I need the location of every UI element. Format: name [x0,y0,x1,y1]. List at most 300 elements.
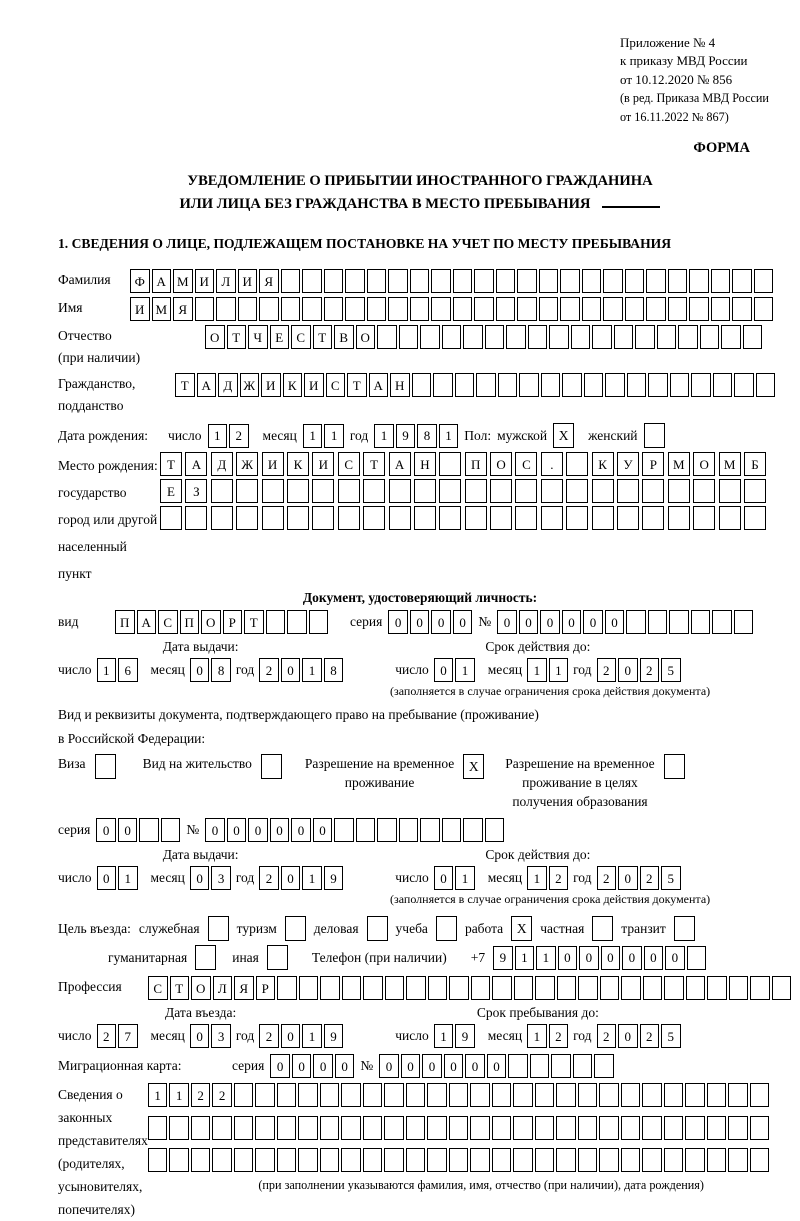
char-box[interactable]: 0 [519,610,539,634]
char-box[interactable] [338,506,360,530]
char-box[interactable]: Ф [130,269,150,293]
char-box[interactable]: 0 [487,1054,507,1078]
char-box[interactable] [427,1116,447,1140]
char-box[interactable] [693,506,715,530]
char-box[interactable] [560,297,580,321]
char-box[interactable] [627,373,647,397]
char-box[interactable] [320,1083,340,1107]
char-box[interactable] [744,479,766,503]
char-box[interactable] [515,479,537,503]
char-box[interactable] [414,506,436,530]
char-box[interactable]: О [356,325,376,349]
char-box[interactable] [492,1116,512,1140]
char-box[interactable]: О [201,610,221,634]
char-box[interactable] [728,1083,748,1107]
char-box[interactable]: А [197,373,217,397]
char-box[interactable] [406,976,426,1000]
char-box[interactable] [236,506,258,530]
char-box[interactable]: 0 [281,658,301,682]
char-box[interactable]: 0 [601,946,621,970]
char-box[interactable] [471,976,491,1000]
char-box[interactable]: 0 [401,1054,421,1078]
char-box[interactable] [191,1116,211,1140]
char-box[interactable]: 2 [640,658,660,682]
char-box[interactable]: 5 [661,658,681,682]
char-box[interactable]: 2 [259,866,279,890]
char-box[interactable]: 0 [270,1054,290,1078]
char-box[interactable] [578,976,598,1000]
char-box[interactable] [603,269,623,293]
char-box[interactable]: У [617,452,639,476]
char-box[interactable] [754,297,774,321]
char-box[interactable] [410,297,430,321]
char-box[interactable] [556,1116,576,1140]
char-box[interactable]: 1 [439,424,459,448]
char-box[interactable]: 0 [431,610,451,634]
char-box[interactable] [592,479,614,503]
char-box[interactable] [334,818,354,842]
char-box[interactable]: И [238,269,258,293]
char-box[interactable]: 0 [434,658,454,682]
char-box[interactable] [535,1116,555,1140]
char-box[interactable] [519,373,539,397]
char-box[interactable] [592,325,612,349]
char-box[interactable] [719,479,741,503]
char-box[interactable] [648,610,668,634]
char-box[interactable] [255,1083,275,1107]
char-box[interactable]: Д [218,373,238,397]
char-box[interactable]: 0 [227,818,247,842]
char-box[interactable]: И [195,269,215,293]
char-box[interactable] [433,373,453,397]
char-box[interactable] [465,479,487,503]
char-box[interactable] [578,1083,598,1107]
char-box[interactable] [312,479,334,503]
char-box[interactable] [236,479,258,503]
char-box[interactable] [490,506,512,530]
char-box[interactable] [259,297,279,321]
char-box[interactable]: 8 [211,658,231,682]
char-box[interactable]: М [173,269,193,293]
char-box[interactable]: С [338,452,360,476]
char-box[interactable] [363,1148,383,1172]
char-box[interactable] [388,297,408,321]
char-box[interactable] [345,297,365,321]
char-box[interactable] [664,1148,684,1172]
char-box[interactable]: 3 [211,866,231,890]
char-box[interactable] [211,479,233,503]
char-box[interactable]: 1 [97,658,117,682]
char-box[interactable]: О [191,976,211,1000]
char-box[interactable] [700,325,720,349]
char-box[interactable] [689,297,709,321]
char-box[interactable] [642,479,664,503]
char-box[interactable]: 0 [313,1054,333,1078]
char-box[interactable]: С [326,373,346,397]
char-box[interactable] [255,1116,275,1140]
char-box[interactable] [578,1116,598,1140]
char-box[interactable] [732,269,752,293]
char-box[interactable]: 1 [374,424,394,448]
char-box[interactable] [410,269,430,293]
char-box[interactable] [277,1148,297,1172]
char-box[interactable]: 1 [208,424,228,448]
char-box[interactable] [689,269,709,293]
char-box[interactable]: 2 [549,1024,569,1048]
char-box[interactable] [399,325,419,349]
char-box[interactable] [341,1116,361,1140]
char-box[interactable] [599,1116,619,1140]
char-box[interactable] [277,1116,297,1140]
char-box[interactable] [169,1116,189,1140]
char-box[interactable] [750,1148,770,1172]
char-box[interactable] [262,479,284,503]
char-box[interactable] [626,610,646,634]
char-box[interactable] [496,297,516,321]
char-box[interactable] [556,1083,576,1107]
char-box[interactable] [528,325,548,349]
char-box[interactable] [582,269,602,293]
char-box[interactable] [754,269,774,293]
char-box[interactable]: И [304,373,324,397]
char-box[interactable] [399,818,419,842]
char-box[interactable] [707,1116,727,1140]
char-box[interactable] [453,297,473,321]
char-box[interactable]: 9 [396,424,416,448]
char-box[interactable] [377,818,397,842]
char-box[interactable]: 0 [281,866,301,890]
char-box[interactable] [685,1148,705,1172]
temp-residence-checkbox[interactable]: X [463,754,484,779]
char-box[interactable] [582,297,602,321]
char-box[interactable]: 1 [302,866,322,890]
char-box[interactable]: 0 [622,946,642,970]
purpose-study-checkbox[interactable] [436,916,457,941]
char-box[interactable] [463,325,483,349]
char-box[interactable] [719,506,741,530]
char-box[interactable]: 1 [169,1083,189,1107]
char-box[interactable]: Ч [248,325,268,349]
char-box[interactable] [498,373,518,397]
char-box[interactable] [449,1083,469,1107]
char-box[interactable] [549,325,569,349]
char-box[interactable]: А [389,452,411,476]
char-box[interactable]: 0 [665,946,685,970]
char-box[interactable] [490,479,512,503]
char-box[interactable] [535,1148,555,1172]
char-box[interactable] [635,325,655,349]
char-box[interactable] [302,269,322,293]
char-box[interactable] [453,269,473,293]
char-box[interactable] [657,325,677,349]
char-box[interactable] [341,1148,361,1172]
char-box[interactable] [212,1116,232,1140]
char-box[interactable]: 9 [455,1024,475,1048]
char-box[interactable] [664,976,684,1000]
char-box[interactable]: Ж [240,373,260,397]
char-box[interactable] [298,1116,318,1140]
purpose-tourism-checkbox[interactable] [285,916,306,941]
char-box[interactable]: Т [175,373,195,397]
char-box[interactable] [465,506,487,530]
char-box[interactable] [324,297,344,321]
char-box[interactable] [139,818,159,842]
char-box[interactable]: Р [256,976,276,1000]
char-box[interactable] [367,269,387,293]
char-box[interactable]: З [185,479,207,503]
char-box[interactable] [711,297,731,321]
char-box[interactable] [298,1148,318,1172]
char-box[interactable] [148,1116,168,1140]
char-box[interactable] [148,1148,168,1172]
char-box[interactable] [431,269,451,293]
char-box[interactable]: Ж [236,452,258,476]
char-box[interactable] [492,1148,512,1172]
char-box[interactable]: С [148,976,168,1000]
char-box[interactable]: К [592,452,614,476]
char-box[interactable]: 7 [118,1024,138,1048]
char-box[interactable]: Т [313,325,333,349]
char-box[interactable] [388,269,408,293]
char-box[interactable] [539,269,559,293]
char-box[interactable]: 1 [148,1083,168,1107]
char-box[interactable] [449,1116,469,1140]
char-box[interactable] [363,1083,383,1107]
residence-permit-checkbox[interactable] [261,754,282,779]
char-box[interactable] [492,976,512,1000]
char-box[interactable] [485,818,505,842]
char-box[interactable] [541,373,561,397]
char-box[interactable] [691,373,711,397]
char-box[interactable]: Р [642,452,664,476]
char-box[interactable] [756,373,776,397]
char-box[interactable]: М [719,452,741,476]
char-box[interactable] [420,818,440,842]
char-box[interactable] [517,297,537,321]
char-box[interactable] [508,1054,528,1078]
char-box[interactable] [385,976,405,1000]
char-box[interactable]: 0 [605,610,625,634]
char-box[interactable]: А [152,269,172,293]
char-box[interactable]: 0 [118,818,138,842]
char-box[interactable]: 5 [661,1024,681,1048]
char-box[interactable]: Н [390,373,410,397]
char-box[interactable]: 5 [661,866,681,890]
char-box[interactable] [599,1083,619,1107]
char-box[interactable] [557,976,577,1000]
char-box[interactable]: С [158,610,178,634]
char-box[interactable] [406,1083,426,1107]
char-box[interactable]: 0 [281,1024,301,1048]
char-box[interactable] [463,818,483,842]
char-box[interactable]: П [115,610,135,634]
char-box[interactable] [541,479,563,503]
char-box[interactable] [338,479,360,503]
char-box[interactable] [496,269,516,293]
char-box[interactable]: 2 [229,424,249,448]
char-box[interactable] [686,976,706,1000]
char-box[interactable] [420,325,440,349]
char-box[interactable] [621,1148,641,1172]
char-box[interactable] [750,1083,770,1107]
char-box[interactable] [584,373,604,397]
char-box[interactable]: В [334,325,354,349]
char-box[interactable] [255,1148,275,1172]
char-box[interactable] [669,610,689,634]
char-box[interactable] [728,1116,748,1140]
char-box[interactable]: 1 [302,1024,322,1048]
char-box[interactable] [713,373,733,397]
purpose-work-checkbox[interactable]: X [511,916,532,941]
char-box[interactable]: 1 [455,866,475,890]
char-box[interactable] [562,373,582,397]
char-box[interactable] [449,1148,469,1172]
char-box[interactable]: С [291,325,311,349]
char-box[interactable] [707,976,727,1000]
char-box[interactable]: 2 [597,1024,617,1048]
char-box[interactable] [356,818,376,842]
char-box[interactable]: 2 [597,658,617,682]
char-box[interactable]: 9 [493,946,513,970]
char-box[interactable] [212,1148,232,1172]
char-box[interactable]: 0 [644,946,664,970]
temp-residence-education-checkbox[interactable] [664,754,685,779]
char-box[interactable] [668,479,690,503]
char-box[interactable]: Я [173,297,193,321]
char-box[interactable]: О [490,452,512,476]
char-box[interactable] [431,297,451,321]
char-box[interactable]: С [515,452,537,476]
char-box[interactable] [277,976,297,1000]
char-box[interactable] [515,506,537,530]
char-box[interactable] [571,325,591,349]
char-box[interactable]: 0 [434,866,454,890]
char-box[interactable]: Б [744,452,766,476]
char-box[interactable] [442,818,462,842]
char-box[interactable]: М [668,452,690,476]
char-box[interactable] [732,297,752,321]
char-box[interactable] [664,1083,684,1107]
char-box[interactable]: 0 [270,818,290,842]
char-box[interactable] [707,1148,727,1172]
char-box[interactable] [342,976,362,1000]
char-box[interactable]: 1 [303,424,323,448]
char-box[interactable]: 8 [324,658,344,682]
char-box[interactable]: К [283,373,303,397]
char-box[interactable] [216,297,236,321]
char-box[interactable] [621,976,641,1000]
char-box[interactable] [664,1116,684,1140]
char-box[interactable]: Т [170,976,190,1000]
char-box[interactable] [287,610,307,634]
char-box[interactable] [642,1148,662,1172]
char-box[interactable] [439,479,461,503]
char-box[interactable] [678,325,698,349]
char-box[interactable]: 2 [259,658,279,682]
char-box[interactable]: И [262,452,284,476]
char-box[interactable] [721,325,741,349]
char-box[interactable] [513,1083,533,1107]
char-box[interactable]: Т [244,610,264,634]
char-box[interactable]: 9 [324,1024,344,1048]
char-box[interactable] [605,373,625,397]
char-box[interactable]: 0 [97,866,117,890]
char-box[interactable]: 0 [291,818,311,842]
visa-checkbox[interactable] [95,754,116,779]
char-box[interactable] [712,610,732,634]
char-box[interactable] [302,297,322,321]
char-box[interactable] [389,479,411,503]
char-box[interactable] [195,297,215,321]
char-box[interactable]: 0 [379,1054,399,1078]
char-box[interactable]: Т [227,325,247,349]
char-box[interactable]: 3 [211,1024,231,1048]
purpose-humanitarian-checkbox[interactable] [195,945,216,970]
purpose-private-checkbox[interactable] [592,916,613,941]
char-box[interactable] [707,1083,727,1107]
char-box[interactable] [406,1116,426,1140]
char-box[interactable]: 0 [465,1054,485,1078]
char-box[interactable]: 0 [618,658,638,682]
char-box[interactable] [614,325,634,349]
char-box[interactable] [687,946,707,970]
char-box[interactable] [439,452,461,476]
char-box[interactable]: 0 [190,866,210,890]
char-box[interactable]: 0 [410,610,430,634]
char-box[interactable] [592,506,614,530]
char-box[interactable] [734,373,754,397]
char-box[interactable] [514,976,534,1000]
char-box[interactable] [363,1116,383,1140]
char-box[interactable] [560,269,580,293]
char-box[interactable]: 0 [558,946,578,970]
char-box[interactable] [603,297,623,321]
char-box[interactable]: И [261,373,281,397]
char-box[interactable]: 2 [259,1024,279,1048]
char-box[interactable] [668,297,688,321]
char-box[interactable]: 6 [118,658,138,682]
char-box[interactable]: 2 [549,866,569,890]
char-box[interactable]: Е [160,479,182,503]
char-box[interactable] [234,1148,254,1172]
char-box[interactable] [474,269,494,293]
char-box[interactable] [384,1148,404,1172]
char-box[interactable]: 2 [212,1083,232,1107]
char-box[interactable] [389,506,411,530]
char-box[interactable] [513,1148,533,1172]
char-box[interactable]: 1 [527,866,547,890]
char-box[interactable] [743,325,763,349]
char-box[interactable]: И [130,297,150,321]
char-box[interactable] [642,1083,662,1107]
char-box[interactable] [646,297,666,321]
char-box[interactable]: 0 [583,610,603,634]
char-box[interactable] [474,297,494,321]
char-box[interactable] [185,506,207,530]
char-box[interactable] [646,269,666,293]
char-box[interactable] [281,297,301,321]
char-box[interactable] [685,1116,705,1140]
char-box[interactable] [750,1116,770,1140]
char-box[interactable]: О [205,325,225,349]
char-box[interactable] [298,1083,318,1107]
char-box[interactable] [234,1083,254,1107]
char-box[interactable] [324,269,344,293]
char-box[interactable] [566,452,588,476]
char-box[interactable]: 0 [190,658,210,682]
char-box[interactable]: 0 [313,818,333,842]
char-box[interactable] [309,610,329,634]
